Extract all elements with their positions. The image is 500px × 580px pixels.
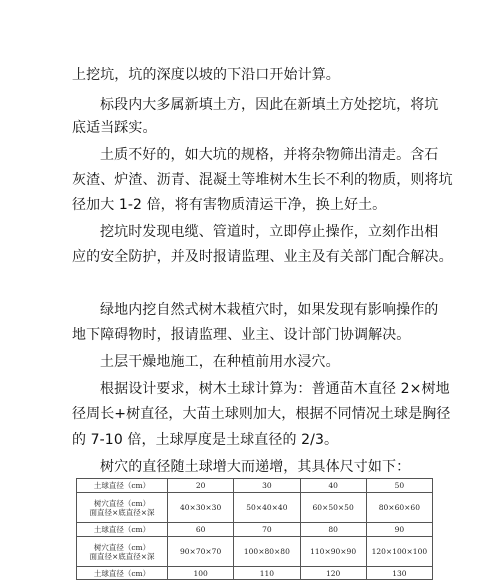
paragraph-line: 应的安全防护，并及时报请监理、业主及有关部门配合解决。 bbox=[72, 249, 453, 265]
table-cell: 60×50×50 bbox=[300, 493, 366, 523]
paragraph-line: 灰渣、炉渣、沥青、混凝土等堆树木生长不利的物质，则将坑 bbox=[72, 172, 453, 188]
paragraph-line: 的 7-10 倍，土球厚度是土球直径的 2/3。 bbox=[72, 432, 339, 448]
paragraph-line: 上挖坑，坑的深度以坡的下沿口开始计算。 bbox=[72, 67, 340, 83]
paragraph-line: 绿地内挖自然式树木栽植穴时，如果发现有影响操作的 bbox=[100, 302, 439, 318]
table-cell bbox=[77, 537, 168, 567]
cell-line: 树穴直径（cm） bbox=[93, 498, 151, 508]
paragraph-line: 地下障碍物时，报请监理、业主、设计部门协调解决。 bbox=[72, 327, 411, 343]
paragraph-line: 挖坑时发现电缆、管道时，立即停止操作，立刻作出相 bbox=[100, 224, 439, 240]
paragraph-line: 底适当踩实。 bbox=[72, 120, 157, 136]
table-cell: 30 bbox=[234, 479, 300, 493]
table-cell: 土球直径（cm） bbox=[77, 479, 168, 493]
table-row bbox=[77, 523, 433, 537]
table-row bbox=[77, 567, 433, 580]
paragraph-line: 树穴的直径随土球增大而递增，其具体尺寸如下： bbox=[100, 459, 411, 475]
table-cell: 110×90×90 bbox=[300, 537, 366, 567]
tree-pit-size-table bbox=[76, 478, 433, 580]
table-cell: 80×60×60 bbox=[366, 493, 432, 523]
table-cell: 50 bbox=[366, 479, 432, 493]
table-cell: 60 bbox=[168, 523, 234, 537]
cell-line: 面直径×底直径×深 bbox=[89, 507, 155, 517]
table-cell: 土球直径（cm） bbox=[77, 523, 168, 537]
paragraph-line: 径周长+树直径，大苗土球则加大，根据不同情况土球是胸径 bbox=[72, 406, 451, 422]
table-cell: 110 bbox=[234, 567, 300, 580]
paragraph-line: 土质不好的，如大坑的规格，并将杂物筛出清走。含石 bbox=[100, 147, 439, 163]
paragraph-line: 标段内大多属新填土方，因此在新填土方处挖坑，将坑 bbox=[100, 97, 439, 113]
table-cell: 100×80×80 bbox=[234, 537, 300, 567]
table-cell: 120×100×100 bbox=[366, 537, 432, 567]
table-cell bbox=[77, 493, 168, 523]
paragraph-line: 根据设计要求，树木土球计算为：普通苗木直径 2×树地 bbox=[100, 381, 450, 397]
paragraph-line: 土层干燥地施工，在种植前用水浸穴。 bbox=[100, 354, 340, 370]
table-cell: 80 bbox=[300, 523, 366, 537]
table-row bbox=[77, 537, 433, 567]
table-cell: 50×40×40 bbox=[234, 493, 300, 523]
table-cell: 40×30×30 bbox=[168, 493, 234, 523]
cell-line: 面直径×底直径×深 bbox=[89, 551, 155, 561]
cell-line: 树穴直径（cm） bbox=[93, 542, 151, 552]
table-cell: 70 bbox=[234, 523, 300, 537]
table-cell: 90×70×70 bbox=[168, 537, 234, 567]
table-cell: 90 bbox=[366, 523, 432, 537]
table-cell: 20 bbox=[168, 479, 234, 493]
table-cell: 130 bbox=[366, 567, 432, 580]
table-row bbox=[77, 493, 433, 523]
table-row bbox=[77, 479, 433, 493]
table-cell: 120 bbox=[300, 567, 366, 580]
table-cell: 40 bbox=[300, 479, 366, 493]
table-cell: 土球直径（cm） bbox=[77, 567, 168, 580]
table-cell: 100 bbox=[168, 567, 234, 580]
paragraph-line: 径加大 1-2 倍，将有害物质清运干净，换上好土。 bbox=[72, 197, 387, 213]
